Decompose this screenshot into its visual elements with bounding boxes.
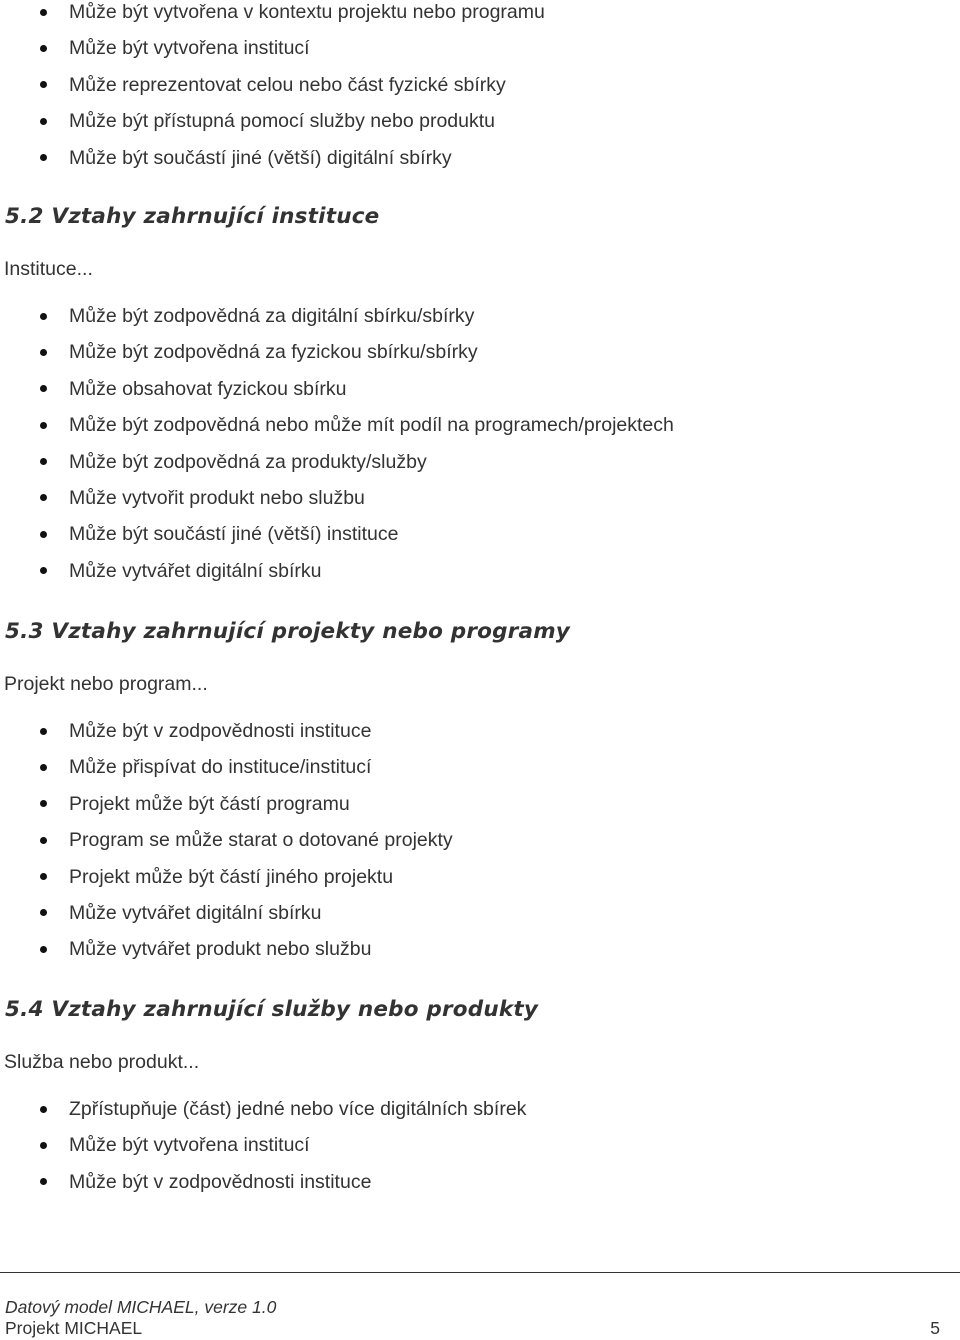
bullet-list-projects — [0, 713, 940, 968]
bullet-icon — [40, 1178, 47, 1185]
bullet-icon — [40, 118, 47, 125]
footer-project-name: Projekt MICHAEL — [5, 1318, 143, 1338]
bullet-icon — [40, 837, 47, 844]
list-item: Může být v zodpovědnosti instituce — [0, 713, 940, 749]
bullet-icon — [40, 800, 47, 807]
footer-document-title: Datový model MICHAEL, verze 1.0 — [5, 1297, 277, 1317]
bullet-icon — [40, 873, 47, 880]
bullet-icon — [40, 567, 47, 574]
bullet-icon — [40, 9, 47, 16]
list-item: Může být součástí jiné (větší) digitální sbírky — [0, 140, 940, 176]
list-item: Může být v zodpovědnosti instituce — [0, 1164, 940, 1200]
list-item: Může obsahovat fyzickou sbírku — [0, 371, 940, 407]
bullet-icon — [40, 1142, 47, 1149]
list-item: Může být součástí jiné (větší) instituce — [0, 516, 940, 552]
list-item: Může reprezentovat celou nebo část fyzické sbírky — [0, 67, 940, 103]
section-heading-5-4: 5.4 Vztahy zahrnující služby nebo produkty — [5, 997, 539, 1022]
bullet-icon — [40, 909, 47, 916]
bullet-icon — [40, 458, 47, 465]
bullet-icon — [40, 764, 47, 771]
section-intro-5-4: Služba nebo produkt... — [4, 1051, 200, 1073]
bullet-icon — [40, 45, 47, 52]
section-intro-5-3: Projekt nebo program... — [4, 673, 208, 695]
list-item: Může být zodpovědná za digitální sbírku/sbírky — [0, 298, 940, 334]
list-item: Může vytvářet digitální sbírku — [0, 553, 940, 589]
section-heading-5-2: 5.2 Vztahy zahrnující instituce — [5, 204, 380, 229]
bullet-icon — [40, 728, 47, 735]
page-number: 5 — [930, 1318, 940, 1338]
list-item: Může být vytvořena institucí — [0, 30, 940, 66]
bullet-icon — [40, 1106, 47, 1113]
list-item: Může být vytvořena v kontextu projektu nebo programu — [0, 0, 940, 30]
list-item: Může vytvářet digitální sbírku — [0, 895, 940, 931]
list-item: Program se může starat o dotované projekty — [0, 822, 940, 858]
bullet-icon — [40, 422, 47, 429]
list-item: Projekt může být částí programu — [0, 786, 940, 822]
bullet-list-collections — [0, 0, 940, 176]
list-item: Projekt může být částí jiného projektu — [0, 859, 940, 895]
footer-divider — [0, 1272, 960, 1273]
bullet-icon — [40, 494, 47, 501]
list-item: Může být zodpovědná nebo může mít podíl na programech/projektech — [0, 407, 940, 443]
bullet-icon — [40, 313, 47, 320]
list-item: Může být vytvořena institucí — [0, 1127, 940, 1163]
list-item: Může být zodpovědná za fyzickou sbírku/sbírky — [0, 334, 940, 370]
list-item: Může přispívat do instituce/institucí — [0, 749, 940, 785]
list-item: Zpřístupňuje (část) jedné nebo více digitálních sbírek — [0, 1091, 940, 1127]
bullet-icon — [40, 531, 47, 538]
list-item: Může vytvořit produkt nebo službu — [0, 480, 940, 516]
section-heading-5-3: 5.3 Vztahy zahrnující projekty nebo programy — [5, 619, 571, 644]
bullet-icon — [40, 81, 47, 88]
list-item: Může být zodpovědná za produkty/služby — [0, 444, 940, 480]
section-intro-5-2: Instituce... — [4, 258, 93, 280]
list-item: Může vytvářet produkt nebo službu — [0, 931, 940, 967]
list-item: Může být přístupná pomocí služby nebo produktu — [0, 103, 940, 139]
bullet-list-institutions — [0, 298, 940, 589]
bullet-list-services — [0, 1091, 940, 1200]
bullet-icon — [40, 946, 47, 953]
bullet-icon — [40, 385, 47, 392]
bullet-icon — [40, 349, 47, 356]
bullet-icon — [40, 154, 47, 161]
